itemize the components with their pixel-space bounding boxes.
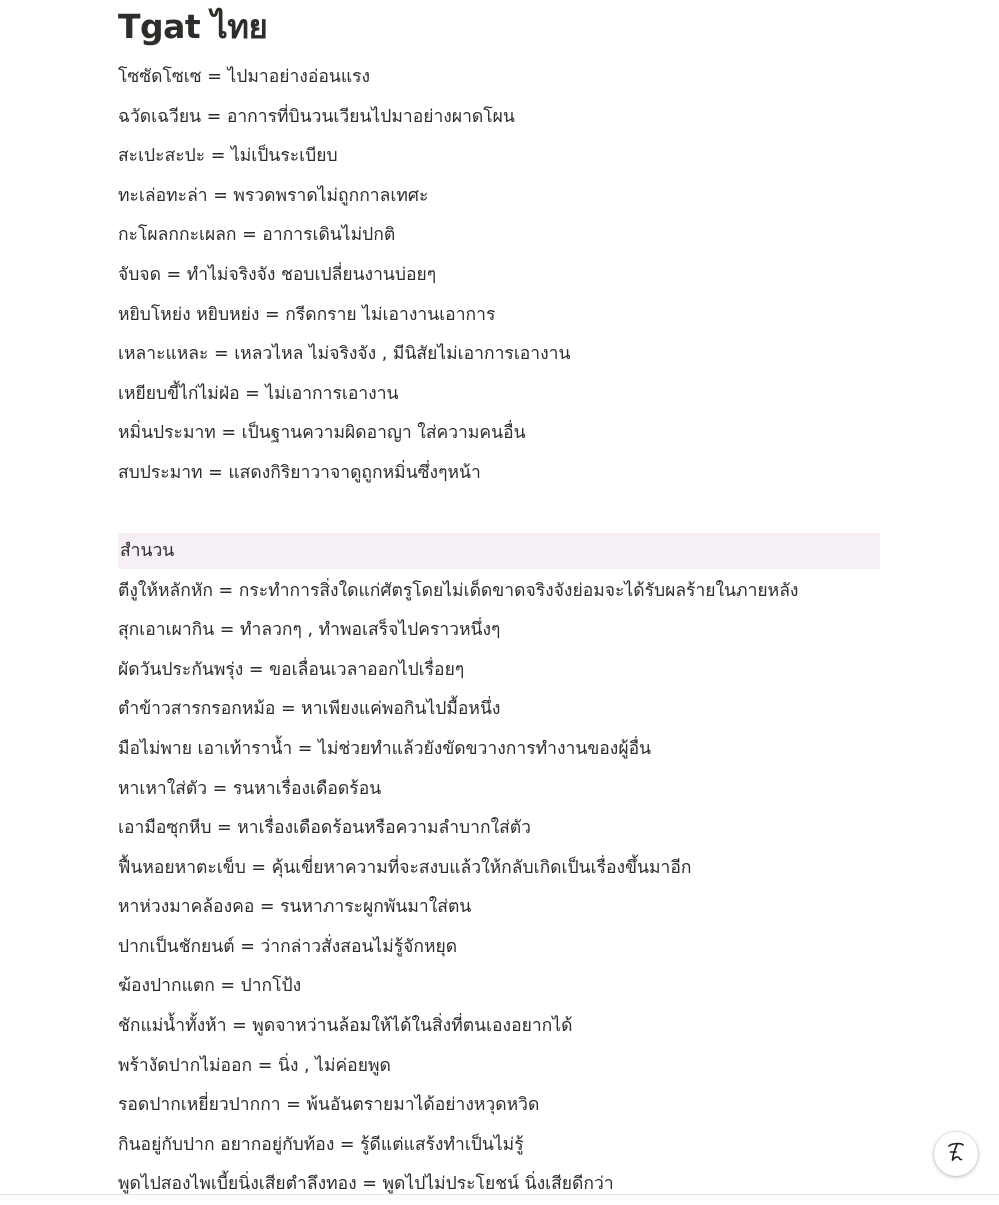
list-item: หมิ่นประมาท = เป็นฐานความผิดอาญา ใส่ความคนอื่น	[118, 423, 526, 444]
list-item: ผัดวันประกันพรุ่ง = ขอเลื่อนเวลาออกไปเรื่อยๆ	[118, 659, 465, 680]
list-item: ฆ้องปากแตก = ปากโป้ง	[118, 976, 302, 997]
list-item: ทะเล่อทะล่า = พรวดพราดไม่ถูกกาลเทศะ	[118, 185, 429, 206]
list-item: หาเหาใส่ตัว = รนหาเรื่องเดือดร้อน	[118, 778, 382, 799]
list-item: โซซัดโซเซ = ไปมาอย่างอ่อนแรง	[118, 67, 371, 87]
list-item: ตำข้าวสารกรอกหม้อ = หาเพียงแค่พอกินไปมื้อหนึ่ง	[118, 699, 501, 720]
list-item: พูดไปสองไพเบี้ยนิ่งเสียตำลึงทอง = พูดไปไม่ประโยชน์ นิ่งเสียดีกว่า	[118, 1174, 614, 1195]
annotate-button[interactable]	[934, 1132, 978, 1176]
list-item: เอามือซุกหีบ = หาเรื่องเดือดร้อนหรือความลำบากใส่ตัว	[118, 818, 532, 839]
list-item: สุกเอาเผากิน = ทำลวกๆ , ทำพอเสร็จไปคราวหนึ่งๆ	[118, 620, 501, 641]
vocabulary-list	[118, 58, 880, 494]
list-item: พร้างัดปากไม่ออก = นิ่ง , ไม่ค่อยพูด	[118, 1055, 391, 1076]
list-item: หยิบโหย่ง หยิบหย่ง = กรีดกราย ไม่เอางานเอาการ	[118, 304, 496, 325]
list-item: มือไม่พาย เอาเท้าราน้ำ = ไม่ช่วยทำแล้วยังขัดขวางการทำงานของผู้อื่น	[118, 738, 652, 759]
pen-signature-icon	[944, 1140, 968, 1168]
list-item: รอดปากเหยี่ยวปากกา = พ้นอันตรายมาได้อย่างหวุดหวิด	[118, 1095, 540, 1116]
blank-line	[118, 494, 880, 533]
idiom-list	[118, 572, 880, 1205]
list-item: สะเปะสะปะ = ไม่เป็นระเบียบ	[118, 146, 338, 167]
page-title: Tgat ไทย	[118, 7, 268, 46]
list-item: กะโผลกกะเผลก = อาการเดินไม่ปกติ	[118, 225, 396, 246]
section-heading-idioms: สำนวน	[118, 533, 880, 569]
list-item: กินอยู่กับปาก อยากอยู่กับท้อง = รู้ดีแต่แสร้งทำเป็นไม่รู้	[118, 1134, 524, 1155]
list-item: เหยียบขี้ไก่ไม่ฝ่อ = ไม่เอาการเอางาน	[118, 383, 399, 404]
list-item: เหลาะแหละ = เหลวไหล ไม่จริงจัง , มีนิสัยไม่เอาการเอางาน	[118, 344, 571, 365]
list-item: หาห่วงมาคล้องคอ = รนหาภาระผูกพันมาใส่ตน	[118, 897, 472, 918]
list-item: ตีงูให้หลักหัก = กระทำการสิ่งใดแก่ศัตรูโดยไม่เด็ดขาดจริงจังย่อมจะได้รับผลร้ายในภายหลัง	[118, 580, 799, 601]
bottom-divider	[0, 1194, 999, 1195]
list-item: ปากเป็นชักยนต์ = ว่ากล่าวสั่งสอนไม่รู้จักหยุด	[118, 936, 458, 957]
list-item: ชักแม่น้ำทั้งห้า = พูดจาหว่านล้อมให้ได้ในสิ่งที่ตนเองอยากได้	[118, 1016, 573, 1037]
list-item: จับจด = ทำไม่จริงจัง ชอบเปลี่ยนงานบ่อยๆ	[118, 264, 437, 285]
list-item: ฟื้นหอยหาตะเข็บ = คุ้นเขี่ยหาความที่จะสงบแล้วให้กลับเกิดเป็นเรื่องขึ้นมาอีก	[118, 857, 692, 878]
list-item: ฉวัดเฉวียน = อาการที่บินวนเวียนไปมาอย่างผาดโผน	[118, 106, 515, 127]
list-item: สบประมาท = แสดงกิริยาวาจาดูถูกหมิ่นซึ่งๆหน้า	[118, 462, 481, 483]
document-page	[118, 0, 880, 1205]
